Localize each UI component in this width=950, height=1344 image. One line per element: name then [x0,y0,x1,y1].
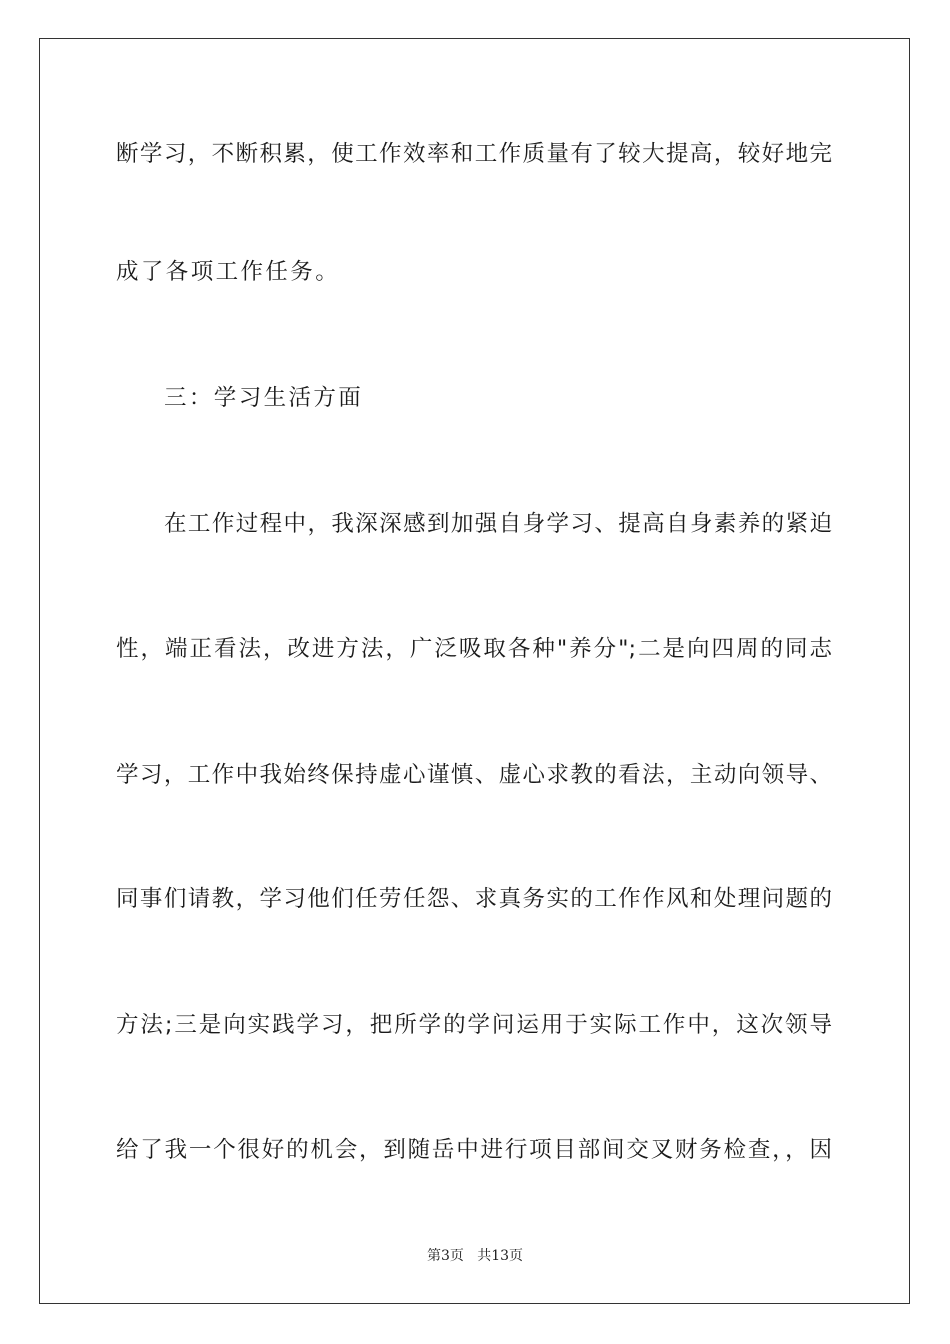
page-number-footer: 第3页 共13页 [426,1248,524,1264]
body-text-line: 断学习，不断积累，使工作效率和工作质量有了较大提高，较好地完 [116,141,832,167]
body-text-line: 同事们请教，学习他们任劳任怨、求真务实的工作作风和处理问题的 [116,886,832,912]
page-border [39,38,910,1304]
body-text-line: 方法;三是向实践学习，把所学的学问运用于实际工作中，这次领导 [116,1012,832,1038]
body-text-line: 成了各项工作任务。 [116,259,341,285]
body-text-line: 在工作过程中，我深深感到加强自身学习、提高自身素养的紧迫 [164,511,832,537]
body-text-line: 给了我一个很好的机会，到随岳中进行项目部间交叉财务检查，，因 [116,1137,832,1163]
section-heading: 三：学习生活方面 [164,385,364,411]
body-text-line: 性，端正看法，改进方法，广泛吸取各种"养分";二是向四周的同志 [116,636,832,662]
body-text-line: 学习，工作中我始终保持虚心谨慎、虚心求教的看法，主动向领导、 [116,762,832,788]
